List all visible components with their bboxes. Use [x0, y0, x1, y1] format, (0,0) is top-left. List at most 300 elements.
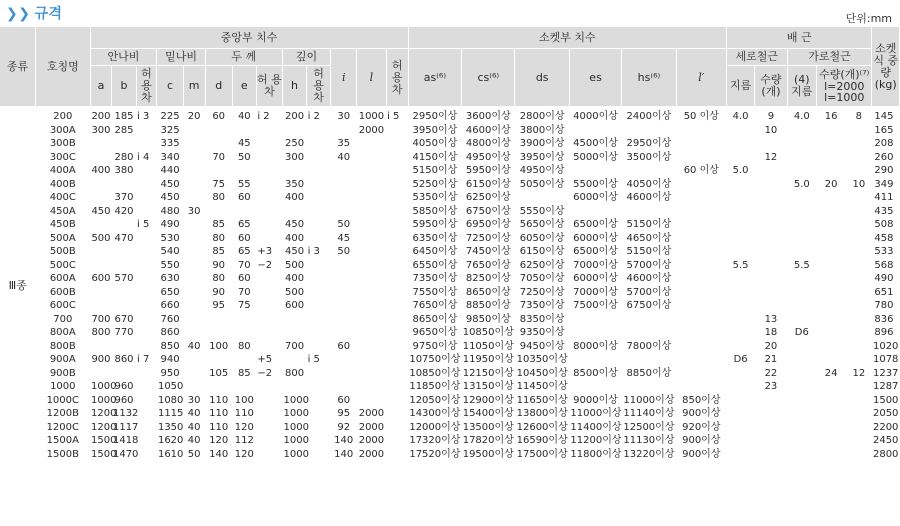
table-cell: 21	[764, 354, 778, 365]
table-cell	[386, 151, 408, 165]
table-cell	[357, 367, 386, 381]
table-cell: i 2	[307, 111, 320, 122]
table-cell	[136, 232, 157, 246]
table-cell	[726, 421, 754, 435]
col-a-header: a	[90, 66, 112, 107]
table-cell: 11000이상	[570, 408, 622, 419]
table-cell: 1500	[91, 448, 117, 460]
table-cell: 140	[334, 448, 354, 460]
table-cell	[183, 313, 205, 327]
table-cell: 110	[209, 408, 229, 419]
table-cell	[726, 299, 754, 313]
table-cell: 1610	[157, 448, 184, 460]
table-cell: 6500이상	[573, 246, 618, 257]
table-cell	[136, 380, 157, 394]
table-cell: 5000이상	[573, 151, 618, 163]
table-cell: 5.0	[732, 165, 749, 176]
table-cell: 1117	[112, 421, 139, 433]
section-title: ❯❯ 규격	[6, 6, 63, 22]
table-cell: 2000	[358, 408, 385, 419]
table-cell: 6000이상	[573, 192, 618, 203]
table-cell	[232, 380, 256, 394]
table-cell	[755, 205, 787, 219]
table-cell: 900이상	[682, 408, 721, 419]
table-cell: 8850이상	[465, 300, 511, 311]
table-cell	[676, 367, 726, 381]
table-cell	[331, 313, 357, 327]
table-cell: 2800	[872, 448, 899, 460]
table-cell: 600	[91, 273, 111, 284]
table-cell	[90, 218, 112, 232]
table-cell: 70	[237, 286, 251, 298]
table-cell: 1287	[872, 381, 899, 392]
table-cell: 5150이상	[626, 219, 672, 230]
table-cell	[386, 353, 408, 367]
table-cell	[622, 205, 676, 219]
table-cell	[357, 272, 386, 286]
table-cell	[726, 124, 754, 138]
col-as-header: as⁽⁶⁾	[408, 49, 461, 107]
table-cell	[386, 178, 408, 192]
table-cell: 5700이상	[626, 259, 672, 271]
table-cell	[205, 205, 232, 219]
table-row	[0, 137, 900, 151]
table-cell	[256, 178, 282, 192]
table-cell: 4600이상	[626, 273, 672, 284]
tolerance-1-header: 허 용 차	[136, 66, 157, 107]
table-cell: 9450이상	[519, 340, 565, 352]
table-cell: 760	[160, 313, 180, 325]
table-cell: 960	[114, 394, 134, 406]
table-cell	[816, 407, 845, 421]
table-cell: 660	[160, 300, 180, 311]
table-cell	[183, 326, 205, 340]
table-cell	[357, 313, 386, 327]
table-cell	[569, 353, 621, 367]
table-cell: 836	[874, 313, 894, 325]
table-cell	[307, 434, 331, 448]
table-cell: 50	[337, 219, 351, 230]
table-cell: 950	[160, 367, 180, 379]
table-cell: 8000이상	[573, 340, 618, 352]
table-cell	[331, 367, 357, 381]
table-cell: 5950이상	[465, 165, 511, 176]
table-cell: 5500이상	[573, 178, 618, 190]
table-cell	[676, 137, 726, 151]
table-cell	[256, 218, 282, 232]
table-cell	[846, 218, 872, 232]
table-cell: 500C	[49, 259, 76, 271]
table-cell	[331, 353, 357, 367]
table-cell: 9850이상	[465, 313, 511, 325]
table-cell	[816, 272, 845, 286]
table-cell	[307, 313, 331, 327]
table-cell	[816, 151, 845, 165]
table-cell: 500A	[49, 232, 76, 244]
table-cell: 2800이상	[519, 111, 565, 122]
table-cell	[357, 245, 386, 259]
table-cell: 5.5	[732, 259, 749, 271]
table-cell: 3600이상	[465, 111, 511, 122]
table-cell: 900이상	[682, 448, 721, 460]
table-row	[0, 124, 900, 138]
table-cell	[136, 340, 157, 354]
table-cell	[232, 124, 256, 138]
table-cell: 600B	[49, 286, 76, 298]
table-cell: 5250이상	[412, 178, 458, 190]
table-cell: 4600이상	[465, 124, 511, 136]
table-cell: 600C	[49, 300, 76, 311]
table-cell	[183, 232, 205, 246]
table-cell	[331, 326, 357, 340]
table-cell	[787, 164, 816, 178]
table-cell	[232, 326, 256, 340]
table-cell: 120	[209, 435, 229, 446]
table-cell	[726, 178, 754, 192]
table-cell	[256, 434, 282, 448]
table-cell: 2000	[358, 448, 385, 460]
table-cell	[846, 124, 872, 138]
table-cell: 5350이상	[412, 192, 458, 203]
table-cell: 7250이상	[519, 286, 565, 298]
table-cell	[846, 394, 872, 408]
table-cell	[331, 299, 357, 313]
table-cell: 500B	[49, 246, 76, 257]
table-cell: 60	[237, 273, 251, 284]
table-cell	[726, 313, 754, 327]
table-cell	[205, 137, 232, 151]
table-cell: 105	[209, 367, 229, 379]
table-cell: 20	[764, 340, 778, 352]
col-ds-header: ds	[515, 49, 569, 107]
table-cell	[755, 272, 787, 286]
table-row	[0, 218, 900, 232]
table-cell: 50	[337, 246, 351, 257]
table-cell	[232, 313, 256, 327]
table-cell: 6550이상	[412, 259, 458, 271]
table-cell	[386, 340, 408, 354]
table-cell	[112, 218, 136, 232]
table-cell: 2950이상	[412, 111, 458, 122]
table-cell: 570	[114, 273, 134, 284]
table-cell: 290	[874, 165, 894, 176]
table-cell: 5150이상	[626, 246, 672, 257]
table-cell	[787, 340, 816, 354]
table-cell	[816, 124, 845, 138]
table-cell: 80	[212, 232, 226, 244]
table-cell	[136, 421, 157, 435]
table-cell	[787, 124, 816, 138]
table-cell: 800	[284, 367, 305, 379]
table-cell	[183, 124, 205, 138]
table-cell	[787, 367, 816, 381]
table-cell	[386, 313, 408, 327]
table-cell	[205, 326, 232, 340]
table-cell	[386, 326, 408, 340]
table-cell	[726, 407, 754, 421]
table-cell	[787, 380, 816, 394]
table-cell: 7350이상	[412, 273, 458, 284]
table-cell: 6250이상	[465, 192, 511, 203]
table-cell	[386, 380, 408, 394]
table-cell	[846, 272, 872, 286]
table-cell	[726, 151, 754, 165]
type-header: 종류	[0, 27, 36, 107]
table-row	[0, 245, 900, 259]
thickness-header: 두 께	[205, 49, 282, 66]
table-cell	[846, 434, 872, 448]
table-cell: 80	[237, 340, 251, 352]
table-cell	[755, 448, 787, 462]
table-cell: 45	[237, 138, 251, 149]
table-cell	[787, 151, 816, 165]
table-cell: 800	[91, 327, 111, 338]
table-cell	[136, 448, 157, 462]
table-cell: 1132	[112, 408, 139, 419]
table-cell: 860	[114, 354, 134, 365]
table-cell	[183, 164, 205, 178]
table-cell	[755, 191, 787, 205]
table-cell: 100	[234, 394, 254, 406]
table-cell	[787, 434, 816, 448]
table-cell: 200	[91, 111, 111, 122]
table-cell: 5550이상	[519, 205, 565, 217]
table-cell: 1000	[283, 435, 309, 446]
table-cell: 500	[284, 286, 305, 298]
table-cell	[90, 245, 112, 259]
table-cell: 10	[852, 178, 866, 190]
col-b-header: b	[112, 66, 136, 107]
table-cell	[787, 353, 816, 367]
table-cell	[726, 232, 754, 246]
table-cell	[256, 191, 282, 205]
table-cell	[256, 421, 282, 435]
table-cell	[846, 164, 872, 178]
table-cell	[755, 218, 787, 232]
table-cell	[787, 272, 816, 286]
table-cell: 35	[337, 138, 351, 149]
table-cell	[256, 340, 282, 354]
table-cell: 80	[212, 192, 226, 203]
table-cell: 60	[237, 232, 251, 244]
table-cell	[183, 367, 205, 381]
table-cell: 40	[237, 111, 251, 122]
table-cell	[386, 259, 408, 273]
table-cell: 411	[874, 192, 894, 203]
table-row	[0, 299, 900, 313]
table-cell: D6	[794, 327, 809, 338]
table-cell	[726, 286, 754, 300]
table-cell: 285	[114, 124, 134, 136]
col-e-header: e	[232, 66, 256, 107]
table-cell	[386, 124, 408, 138]
spec-table	[0, 27, 900, 461]
table-cell: 8650이상	[412, 313, 458, 325]
table-cell: 12900이상	[462, 394, 514, 406]
table-row	[0, 205, 900, 219]
table-cell: 630	[160, 273, 180, 284]
table-cell	[357, 326, 386, 340]
table-cell: 1200B	[46, 408, 79, 419]
table-cell	[256, 164, 282, 178]
table-cell	[357, 191, 386, 205]
table-cell: 110	[209, 421, 229, 433]
table-cell	[846, 340, 872, 354]
col-cs-header: cs⁽⁶⁾	[462, 49, 515, 107]
table-cell: 335	[160, 138, 180, 149]
table-cell	[386, 232, 408, 246]
table-cell: 3800이상	[519, 124, 565, 136]
table-cell	[90, 340, 112, 354]
table-cell	[726, 367, 754, 381]
table-cell: i 3	[307, 246, 320, 257]
table-cell	[787, 448, 816, 462]
table-cell	[183, 218, 205, 232]
horizontal-quantity-header: 수량(개)⁽⁷⁾ l=2000 l=1000	[816, 66, 872, 107]
table-cell	[136, 434, 157, 448]
table-cell	[676, 232, 726, 246]
table-cell	[307, 272, 331, 286]
table-cell: 4.0	[732, 111, 749, 122]
table-cell: 5650이상	[519, 219, 565, 230]
table-cell: 1200C	[46, 421, 79, 433]
depth-header: 깊이	[283, 49, 331, 66]
table-cell	[816, 353, 845, 367]
table-cell	[676, 326, 726, 340]
table-cell	[676, 340, 726, 354]
table-cell	[846, 137, 872, 151]
table-cell	[232, 164, 256, 178]
table-cell	[357, 218, 386, 232]
table-cell: 700	[53, 313, 73, 325]
table-cell	[136, 367, 157, 381]
table-cell: 6950이상	[465, 219, 511, 230]
table-cell: 11000이상	[623, 394, 675, 406]
table-cell: 60	[212, 111, 226, 122]
table-cell	[183, 380, 205, 394]
table-cell: 12500이상	[623, 421, 675, 433]
table-cell	[816, 259, 845, 273]
table-cell	[569, 380, 621, 394]
length-2000-label: l=2000	[824, 80, 865, 93]
table-cell	[755, 407, 787, 421]
table-cell	[183, 272, 205, 286]
table-cell: 2050	[872, 408, 899, 419]
table-cell	[90, 151, 112, 165]
table-cell: 960	[114, 381, 134, 392]
table-cell: 11800이상	[570, 448, 622, 460]
table-cell: 1350	[157, 421, 184, 433]
table-cell	[816, 394, 845, 408]
table-cell	[386, 286, 408, 300]
table-cell: 4050이상	[626, 178, 672, 190]
table-cell	[183, 191, 205, 205]
table-cell: 900B	[49, 367, 76, 379]
table-cell: 5150이상	[412, 165, 458, 176]
table-cell	[283, 164, 307, 178]
table-cell: 7650이상	[465, 259, 511, 271]
table-cell: 1470	[112, 448, 139, 460]
table-cell: 700	[91, 313, 111, 325]
table-cell	[183, 245, 205, 259]
table-cell: 1078	[872, 354, 899, 365]
table-cell	[755, 286, 787, 300]
table-cell	[357, 164, 386, 178]
table-cell: 12050이상	[409, 394, 461, 406]
table-cell	[726, 326, 754, 340]
table-cell	[846, 313, 872, 327]
col-i-header: i	[331, 49, 357, 107]
table-cell: 208	[874, 138, 894, 149]
table-cell: 300C	[49, 151, 76, 163]
table-cell: 1020	[872, 340, 899, 352]
table-cell	[569, 124, 621, 138]
table-cell	[307, 448, 331, 462]
table-cell	[846, 205, 872, 219]
table-cell: 400B	[49, 178, 76, 190]
table-cell: 650	[160, 286, 180, 298]
table-cell: 500	[91, 232, 111, 244]
table-cell	[787, 286, 816, 300]
table-cell: 440	[160, 165, 180, 176]
table-cell: i 4	[137, 151, 150, 163]
table-cell: 4.0	[793, 111, 810, 122]
table-row	[0, 259, 900, 273]
table-cell	[357, 380, 386, 394]
table-cell: 60	[337, 394, 351, 406]
weight-header: 소켓식 중량 (kg)	[872, 27, 900, 107]
table-cell: 900이상	[682, 435, 721, 446]
table-cell	[846, 245, 872, 259]
table-cell	[676, 299, 726, 313]
table-cell: i 5	[307, 354, 320, 365]
table-cell: 2400이상	[626, 111, 672, 122]
table-cell	[726, 218, 754, 232]
table-cell	[726, 245, 754, 259]
table-cell: 450B	[49, 219, 76, 230]
table-cell	[232, 205, 256, 219]
table-cell	[726, 137, 754, 151]
table-cell: 500	[284, 259, 305, 271]
table-cell: 65	[237, 219, 251, 230]
table-cell: 9000이상	[573, 394, 618, 406]
bottom-width-header: 밑나비	[157, 49, 205, 66]
table-cell: 8500이상	[573, 367, 618, 379]
table-cell	[816, 205, 845, 219]
table-cell: 185	[114, 111, 134, 122]
table-cell	[755, 245, 787, 259]
table-cell: 16590이상	[516, 435, 568, 446]
table-cell	[816, 448, 845, 462]
horizontal-rebar-header: 가로철근	[787, 49, 872, 66]
table-cell: 90	[212, 286, 226, 298]
table-cell	[846, 259, 872, 273]
table-cell: 800B	[49, 340, 76, 352]
table-cell	[357, 151, 386, 165]
table-cell: 600A	[49, 273, 76, 284]
table-cell: 4950이상	[465, 151, 511, 163]
table-cell	[136, 394, 157, 408]
table-cell	[386, 137, 408, 151]
table-row	[0, 407, 900, 421]
table-cell: 75	[237, 300, 251, 311]
table-cell: 165	[874, 124, 894, 136]
table-cell	[846, 380, 872, 394]
table-cell	[846, 421, 872, 435]
table-cell	[676, 218, 726, 232]
table-cell: D6	[733, 354, 748, 365]
table-cell	[112, 137, 136, 151]
